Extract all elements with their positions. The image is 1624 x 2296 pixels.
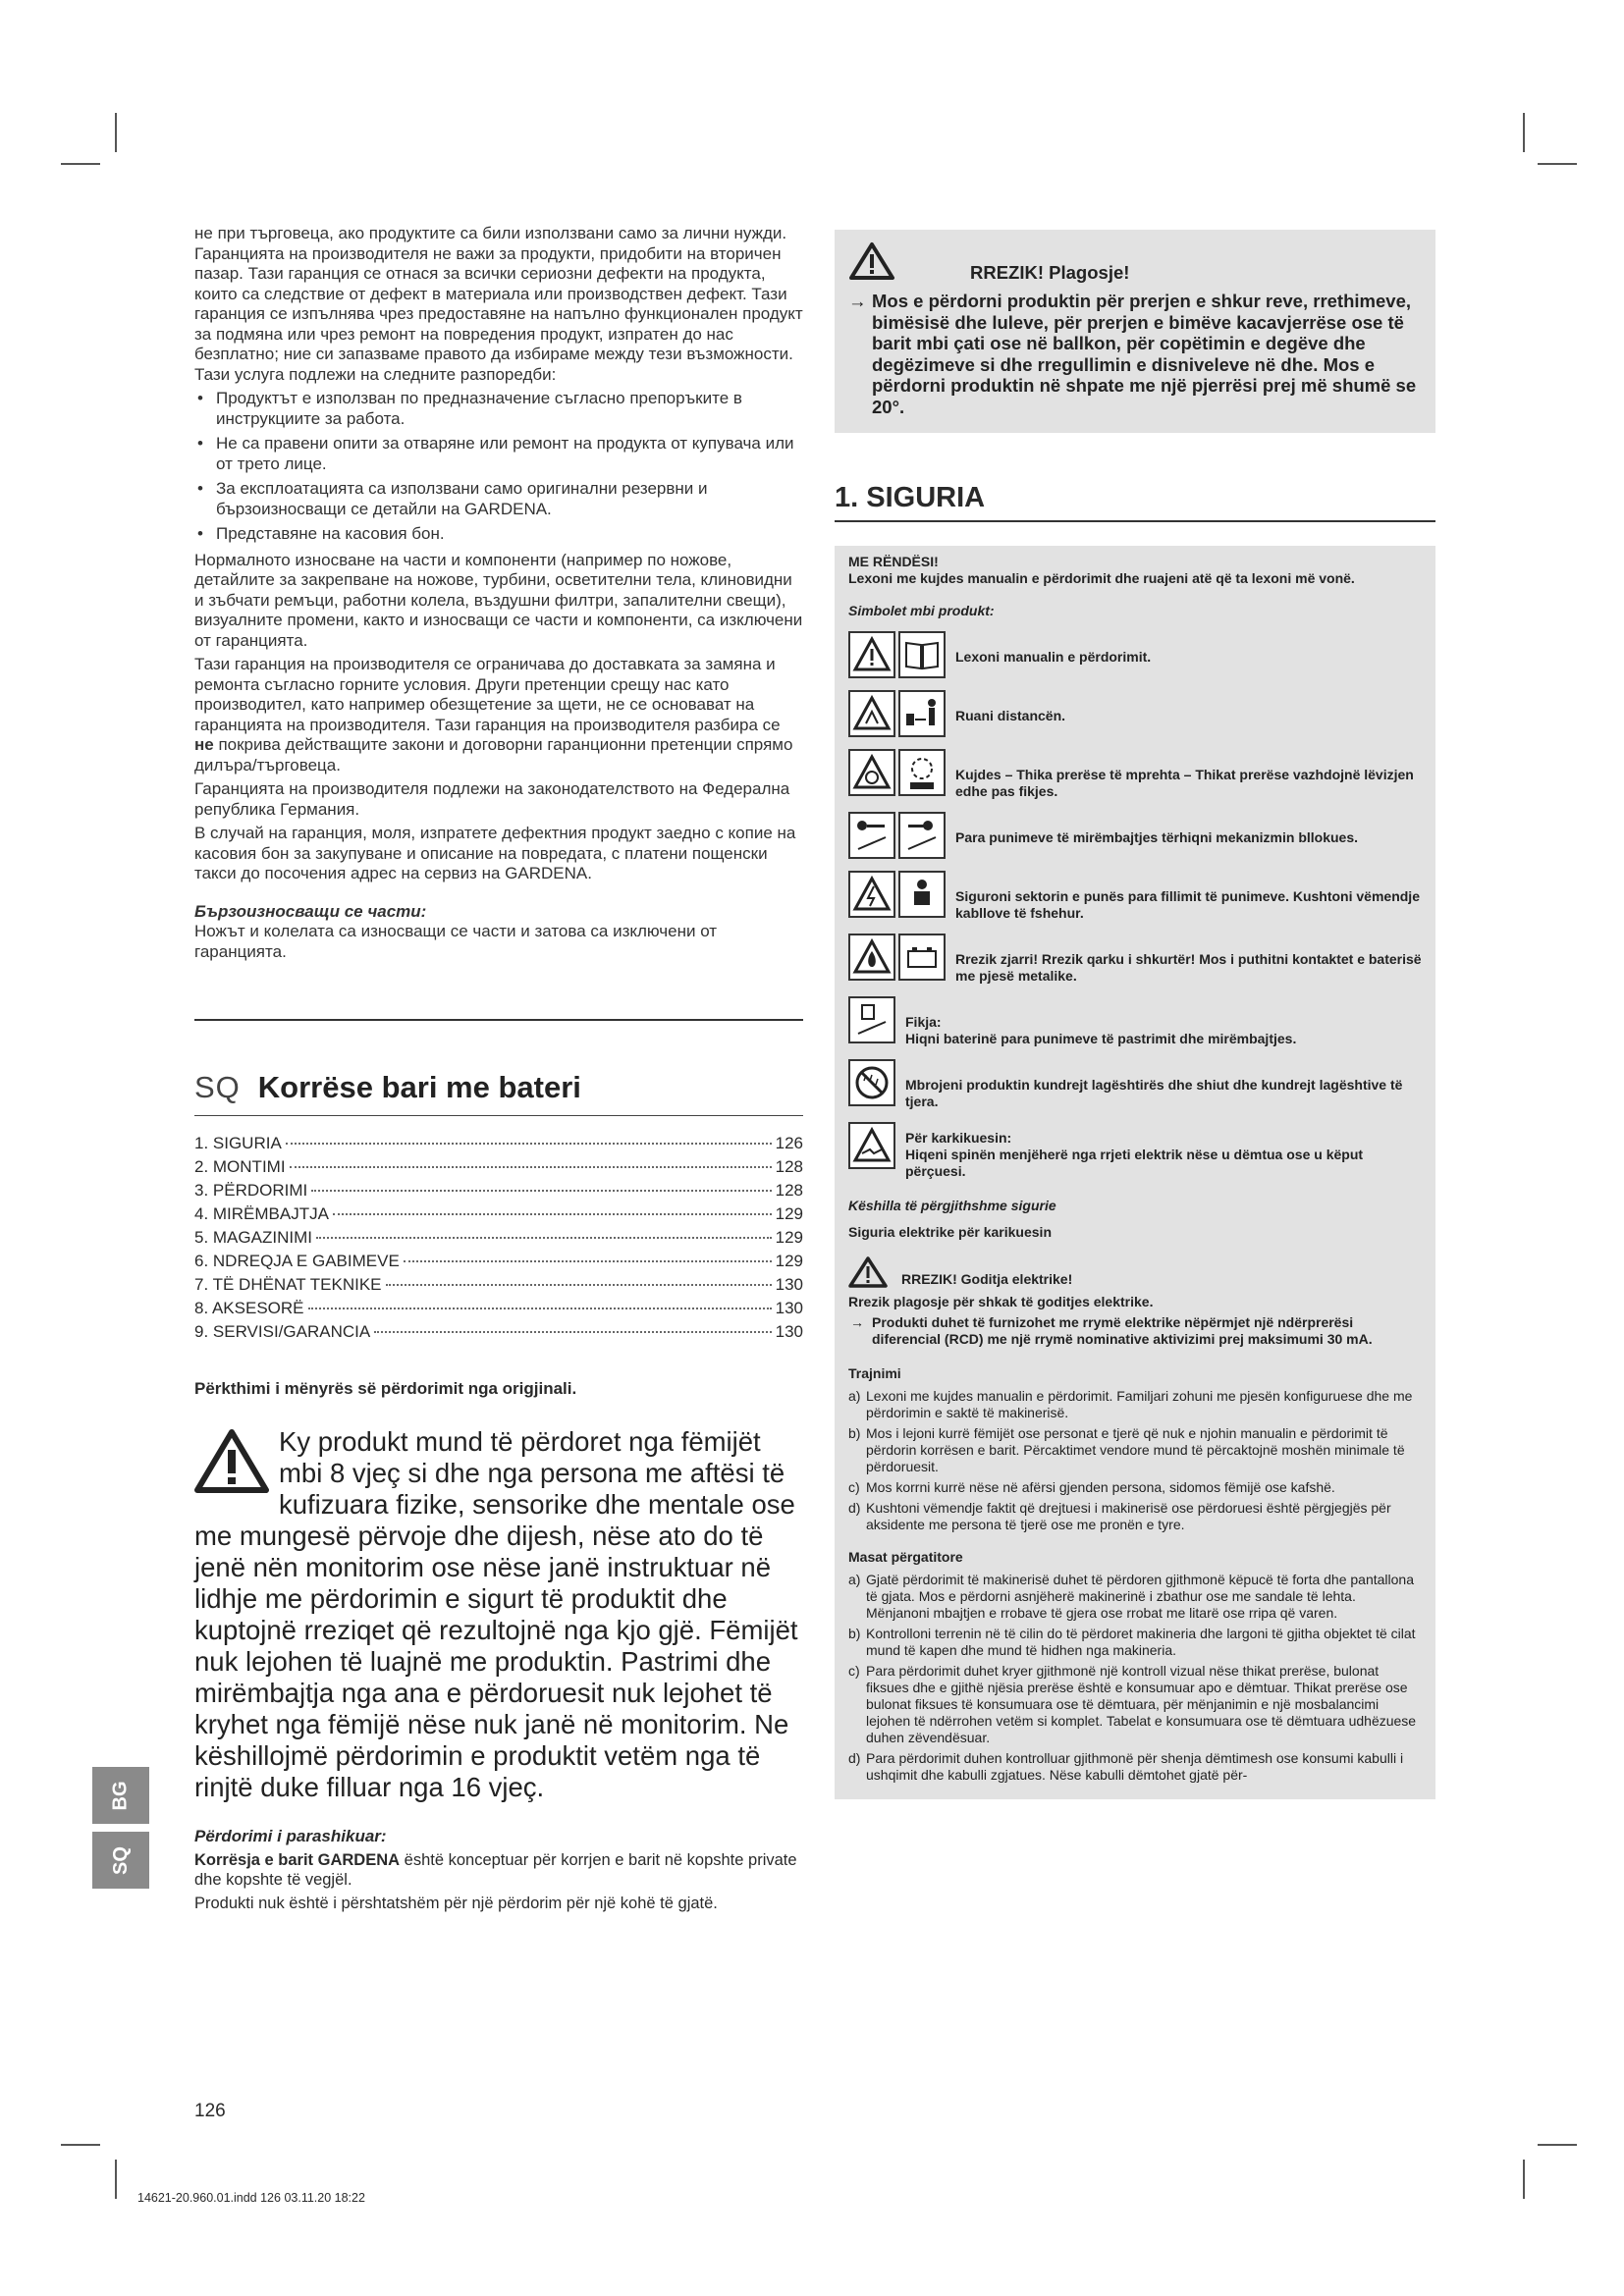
- crop-mark: [115, 113, 117, 152]
- toc-row[interactable]: 8. AKSESORË 130: [194, 1299, 803, 1317]
- bg-intro: не при търговеца, ако продуктите са били използвани само за лични нужди. Гаранцията на производителя не важи за продукти, придобити на вторичен пазар. Тази гаранция се отнася за всички сериозни дефекти на продукта, които са следствие от дефект в материала или производствен дефект. Тази гаранция се изпълнява чрез предоставяне на напълно функционален продукт за подмяна или чрез ремонт на повредения продукт, изпратен до нас безплатно; ние си запазваме правото да избираме между тези възможности. Тази услуга подлежи на следните разпоредби:: [194, 224, 803, 384]
- list-item: • Продуктът е използван по предназначение съгласно препоръките в инструкциите за работа.: [194, 389, 803, 429]
- rain-protection-icon: [848, 1059, 895, 1106]
- symbol-text: Për karkikuesin: Hiqeni spinën menjëherë nga rrjeti elektrik nëse u dëmtua ose u këput përçuesi.: [905, 1130, 1364, 1179]
- electric-shock-warning: [848, 1256, 1422, 1288]
- list-item: b) Mos i lejoni kurrë fëmijët ose personat e tjerë që nuk e njohin manualin e përdorimit të përdorin korrësen e barit. Përcaktimet vendore mund të përcaktojnë moshën minimale të përdoruesit.: [848, 1425, 1405, 1474]
- symbols-heading: Simbolet mbi produkt:: [848, 603, 995, 618]
- intended-use-text: Korrësja e barit GARDENA është konceptuar për korrjen e barit në kopshte private dhe kopshte të vegjël.: [194, 1851, 797, 1889]
- left-column: [194, 224, 803, 1913]
- important-heading: ME RËNDËSI!: [848, 554, 939, 569]
- intended-use-not: Produkti nuk është i përshtatshëm për një përdorim për një kohë të gjatë.: [194, 1895, 718, 1912]
- toc-row[interactable]: 2. MONTIMI 128: [194, 1157, 803, 1176]
- bg-wear-paragraph: Нормалното износване на части и компоненти (например по ножове, детайлите за закрепване на ножове, турбини, осветителни тела, клиновидни и зъбчати ремъци, работни колела, въздушни филтри, запалителни свещи), визуалните промени, както и износващи се части и компоненти, са изключени от гаранцията.: [194, 550, 803, 650]
- shock-text: → Produkti duhet të furnizohet me rrymë elektrike nëpërmjet një ndërprerësi diferencial (RCD) me një rrymë nominative aktivizimi prej maksimumi 30 mA.: [850, 1314, 1373, 1347]
- shock-title: RREZIK! Goditja elektrike!: [901, 1271, 1073, 1287]
- danger-injury-box: [835, 230, 1435, 433]
- list-item: b) Kontrolloni terrenin në të cilin do të përdoret makineria dhe largoni të gjitha objektet të cilat mund të kapen dhe mund të hidhen nga makineria.: [848, 1626, 1416, 1658]
- electric-warning-icon: [848, 871, 895, 918]
- section-divider: [194, 1019, 803, 1021]
- danger-text: Mos e përdorni produktin për prerjen e shkur reve, rrethimeve, bimësisë dhe luleve, për prerjen e bimëve kacavjerrëse ose të barit mbi çati ose në ballkon, për copëtimin e degëve dhe degëzimeve si dhe rregullimin e disniveleve në dhe. Mos e përdorni produktin në shpate me një pjerrësi prej më shumë se 20°.: [872, 291, 1417, 417]
- toc-row[interactable]: 7. TË DHËNAT TEKNIKE 130: [194, 1275, 803, 1294]
- list-item: d) Para përdorimit duhen kontrolluar gjithmonë për shenja dëmtimesh ose konsumi kabulli i ushqimit dhe kabulli zgjatues. Nëse kabulli dëmtohet gjatë për-: [848, 1750, 1404, 1783]
- symbol-row: [848, 996, 1422, 1047]
- print-footer: 14621-20.960.01.indd 126 03.11.20 18:22: [137, 2191, 365, 2205]
- important-text: Lexoni me kujdes manualin e përdorimit dhe ruajeni atë që ta lexoni më vonë.: [848, 570, 1355, 586]
- list-item: • За експлоатацията са използвани само оригинални резервни и бързоизносващи се детайли на GARDENA.: [194, 479, 803, 519]
- list-item: c) Para përdorimit duhet kryer gjithmonë një kontroll vizual nëse thikat prerëse, bulonat fiksues dhe e gjithë njësia prerëse është e konsumuar apo e dëmtuar. Thikat prerëse ose bulonat fiksues të konsumuara ose të dëmtuara, për mënjanimin e një mosbalancimi lejohen të ndërrohen vetëm si komplet. Tabelat e konsumuara ose të dëmtuara udhëzuese duhen zëvendësuar.: [848, 1663, 1417, 1745]
- symbol-row: [848, 1059, 1422, 1110]
- danger-title: RREZIK! Plagosje!: [970, 261, 1130, 283]
- read-manual-icon: [898, 631, 946, 678]
- bg-case-paragraph: В случай на гаранция, моля, изпратете дефектния продукт заедно с копие на касовия бон за закупуване и описание на повредата, с платени пощенски такси до посочения адрес на сервиз на GARDENA.: [194, 824, 796, 882]
- symbol-text: Mbrojeni produktin kundrejt lagështirës dhe shiut dhe kundrejt lagështive të tjera.: [905, 1077, 1403, 1109]
- general-safety-heading: Këshilla të përgjithshme sigurie: [848, 1198, 1056, 1213]
- warning-triangle-icon: [848, 1256, 888, 1288]
- toc-row[interactable]: 1. SIGURIA 126: [194, 1134, 803, 1152]
- charger-cable-icon: [848, 1122, 895, 1169]
- keep-distance-icon: [898, 690, 946, 737]
- side-tab-sq: SQ: [92, 1832, 149, 1889]
- symbol-text: Rrezik zjarri! Rrezik qarku i shkurtër! Mos i puthitni kontaktet e baterisë me pjesë metalike.: [955, 951, 1422, 984]
- right-column: [835, 230, 1435, 1799]
- crop-mark: [1523, 113, 1525, 152]
- bg-limit-paragraph: Тази гаранция на производителя се ограничава до доставката за замяна и ремонта съгласно горните условия. Други претенции срещу нас като производител, като например обезщетение за щети, не се основават на гаранцията на производителя. Тази гаранция на производителя разбира се не покрива действащите закони и договорни гаранционни претенции спрямо дилъра/търговеца.: [194, 655, 793, 774]
- arrow-icon: →: [850, 1314, 864, 1330]
- electrical-safety-heading: Siguria elektrike për karikuesin: [848, 1224, 1052, 1240]
- fire-warning-icon: [848, 934, 895, 981]
- warning-triangle-icon: [848, 631, 895, 678]
- language-code: SQ: [194, 1070, 241, 1104]
- key-removal-icon: [898, 812, 946, 859]
- symbol-text: Kujdes – Thika prerëse të mprehta – Thikat prerëse vazhdojnë lëvizjen edhe pas fikjes.: [955, 767, 1414, 799]
- crop-mark: [115, 2160, 117, 2199]
- symbol-row: [848, 690, 1422, 737]
- preparation-heading: Masat përgatitore: [848, 1549, 963, 1565]
- blade-rotation-icon: [898, 749, 946, 796]
- translation-note: Përkthimi i mënyrës së përdorimit nga origjinali.: [194, 1379, 577, 1398]
- bg-law-paragraph: Гаранцията на производителя подлежи на законодателството на Федерална република Германия.: [194, 779, 790, 819]
- symbol-text: Lexoni manualin e përdorimit.: [955, 649, 1152, 665]
- symbol-text: Ruani distancën.: [955, 708, 1066, 723]
- crop-mark: [1523, 2160, 1525, 2199]
- symbol-text: Siguroni sektorin e punës para fillimit të punimeve. Kushtoni vëmendje kabllove të fshehur.: [955, 888, 1420, 921]
- symbol-row: [848, 749, 1422, 800]
- arrow-icon: →: [848, 291, 867, 311]
- toc-row[interactable]: 9. SERVISI/GARANCIA 130: [194, 1322, 803, 1341]
- bg-conditions-list: [194, 389, 803, 545]
- battery-icon: [898, 934, 946, 981]
- crop-mark: [1538, 2144, 1577, 2146]
- symbol-text: Para punimeve të mirëmbajtjes tërhiqni mekanizmin bllokues.: [955, 829, 1359, 845]
- intended-use-heading: Përdorimi i parashikuar:: [194, 1827, 387, 1845]
- warning-triangle-icon: [848, 749, 895, 796]
- symbol-row: [848, 871, 1422, 922]
- symbol-row: [848, 631, 1422, 678]
- warning-triangle-icon: [848, 690, 895, 737]
- list-item: c) Mos korrni kurrë nëse në afërsi gjenden persona, sidomos fëmijë ose kafshë.: [848, 1479, 1335, 1495]
- children-warning: Ky produkt mund të përdoret nga fëmijët mbi 8 vjeç si dhe nga persona me aftësi të kufizuara fizike, sensorike dhe mentale ose me mungesë përvoje dhe dijesh, nëse ato do të jenë nën monitorim ose nëse janë instruktuar në lidhje me përdorimin e sigurt të produktit dhe kuptojnë rreziqet që rezultojnë nga kjo gjë. Fëmijët nuk lejohen të luajnë me produktin. Pastrimi dhe mirëmbajtja nga ana e përdoruesit nuk lejohet të kryhet nga fëmijë nëse nuk janë në monitorim. Ne këshillojmë përdorimin e produktit vetëm nga të rinjtë duke filluar nga 16 vjeç.: [194, 1426, 798, 1802]
- safety-heading: 1. SIGURIA: [835, 482, 1435, 522]
- safety-info-box: [835, 546, 1435, 1799]
- warning-triangle-icon: [194, 1428, 269, 1493]
- crop-mark: [1538, 163, 1577, 165]
- bg-wear-text: Ножът и колелата са износващи се части и затова са изключени от гаранцията.: [194, 922, 718, 961]
- training-heading: Trajnimi: [848, 1365, 901, 1381]
- warning-triangle-icon: [848, 241, 895, 281]
- list-item: a) Lexoni me kujdes manualin e përdorimit. Familjari zohuni me pjesën konfiguruese dhe me përdorimin e saktë të makinerisë.: [848, 1388, 1413, 1420]
- list-item: a) Gjatë përdorimit të makinerisë duhet të përdoren gjithmonë këpucë të forta dhe pantallona të gjata. Mos e përdorni asnjëherë makinerinë i zbathur ose me sandale të lehta. Mënjanoni mbajtjen e rrobave të gjera ose rrobat me litarë ose rripa që varen.: [848, 1572, 1415, 1621]
- preparation-list: [848, 1572, 1422, 1784]
- symbol-row: [848, 934, 1422, 985]
- battery-removal-icon: [848, 996, 895, 1043]
- shock-subtitle: Rrezik plagosje për shkak të goditjes elektrike.: [848, 1294, 1154, 1309]
- crop-mark: [61, 2144, 100, 2146]
- side-tab-bg: BG: [92, 1767, 149, 1824]
- bg-warranty-section: [194, 224, 803, 962]
- list-item: • Не са правени опити за отваряне или ремонт на продукта от купувача или от трето лице.: [194, 434, 803, 474]
- sq-section-title: SQ Korrëse bari me bateri: [194, 1070, 803, 1116]
- toc-row[interactable]: 4. MIRËMBAJTJA 129: [194, 1204, 803, 1223]
- table-of-contents: [194, 1132, 803, 1344]
- work-area-icon: [898, 871, 946, 918]
- list-item: d) Kushtoni vëmendje faktit që drejtuesi i makinerisë ose përdoruesi është përgjegjës për aksidente me persona të tjerë ose me pronën e tyre.: [848, 1500, 1391, 1532]
- symbol-row: [848, 812, 1422, 859]
- toc-row[interactable]: 5. MAGAZINIMI 129: [194, 1228, 803, 1247]
- symbol-text: Fikja: Hiqni baterinë para punimeve të pastrimit dhe mirëmbajtjes.: [905, 1014, 1297, 1046]
- crop-mark: [61, 163, 100, 165]
- list-item: • Представяне на касовия бон.: [194, 524, 803, 545]
- toc-row[interactable]: 6. NDREQJA E GABIMEVE 129: [194, 1252, 803, 1270]
- toc-row[interactable]: 3. PËRDORIMI 128: [194, 1181, 803, 1200]
- bg-wear-heading: Бързоизносващи се части:: [194, 901, 427, 921]
- training-list: [848, 1388, 1422, 1533]
- key-removal-icon: [848, 812, 895, 859]
- symbol-row: [848, 1122, 1422, 1180]
- page-number: 126: [194, 2101, 226, 2121]
